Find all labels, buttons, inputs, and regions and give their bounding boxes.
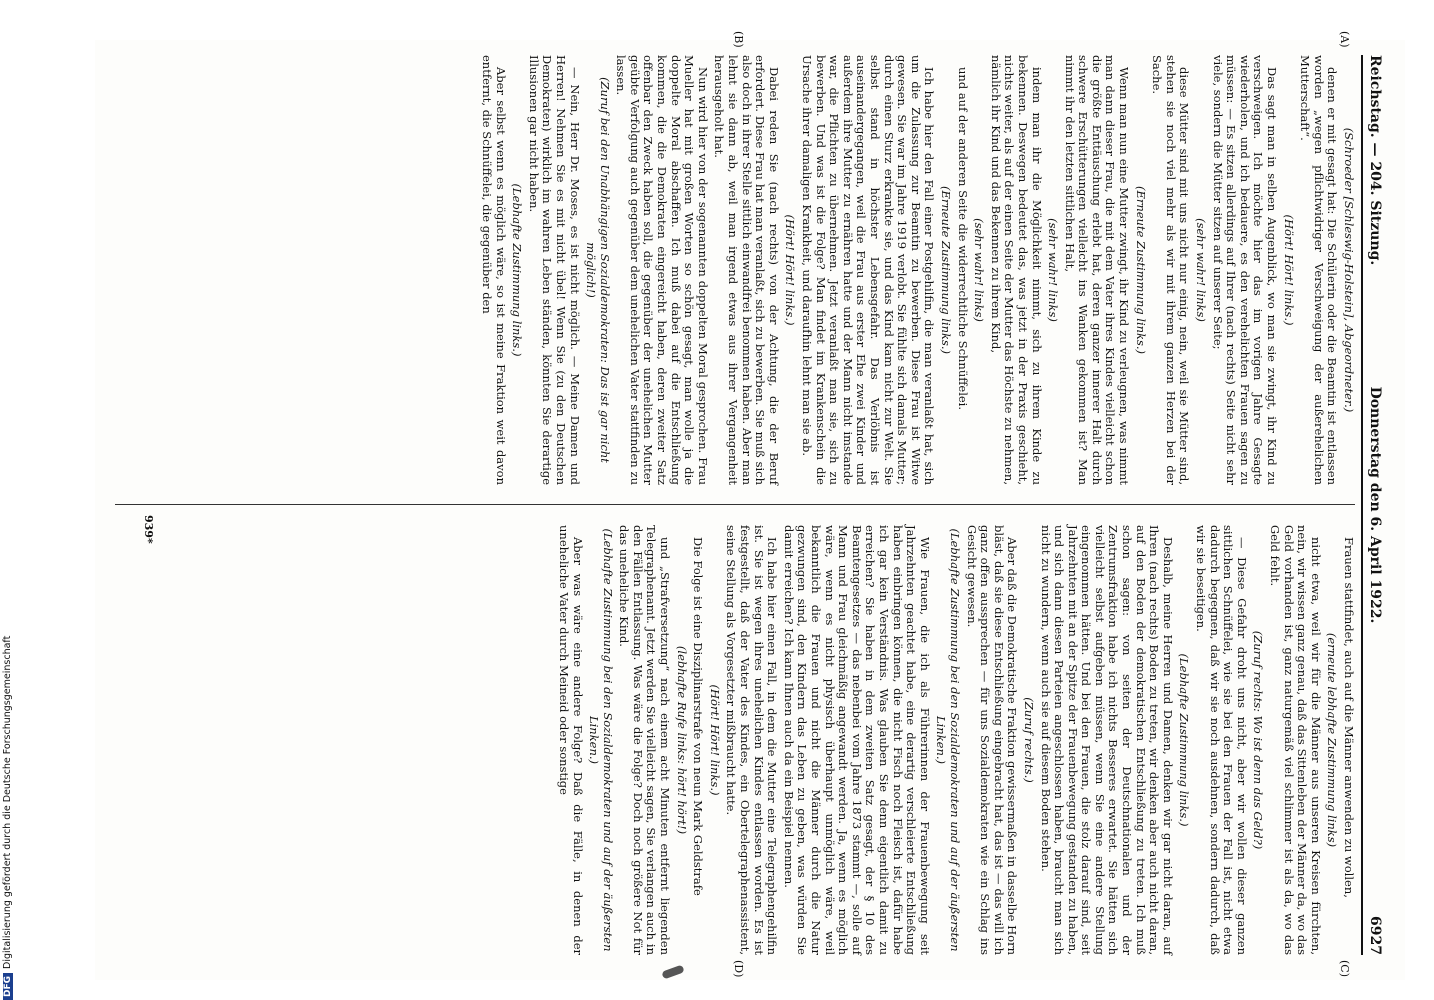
interjection: (sehr wahr! links) (1046, 218, 1061, 322)
margin-mark-a: (A) (1338, 31, 1351, 48)
interjection: (erneute lebhafte Zustimmung links) (1325, 632, 1340, 848)
interjection: (Lebhafte Zustimmung bei den Sozialdemokraten und auf der äußersten Linken.) (587, 528, 615, 952)
interjection: (Erneute Zustimmung links.) (1133, 185, 1148, 355)
interjection: (Zuruf rechts.) (1021, 697, 1036, 783)
paragraph: und „Strafversetzung“ nach einem acht Minuten entfernt liegenden Telegraphenamt. Jetzt werden Sie vielleicht sagen, Sie verlangen auch in den Fällen Entlassung. Was wäre die Folge? Doch noch größere Not für das uneheliche Kind. (617, 525, 673, 955)
paragraph: — Nein, Herr Dr. Moses, es ist nicht möglich. — Meine Damen und Herren! Nehmen Sie es mit nicht übel! Wenn Sie (zu den Deutschen Demokraten) wirklich im wahren Leben ständen, könnten Sie derartige Illusionen gar nicht haben. (526, 55, 582, 485)
left-column (476, 55, 1355, 485)
header-date: Donnerstag den 6. April 1922. (1367, 386, 1383, 624)
margin-mark-c: (C) (1338, 960, 1351, 977)
interjection: (Lebhafte Zustimmung bei den Sozialdemokraten und auf der äußersten Linken.) (934, 528, 962, 952)
paragraph: Die Folge ist eine Disziplinarstrafe von neun Mark Geldstrafe (691, 537, 706, 896)
header-left: Reichstag. — 204. Sitzung. (1367, 55, 1383, 266)
paragraph: Nun wird hier von der sogenannten doppelten Moral gesprochen. Frau Mueller hat mit großen Worten so schön gesagt, man wolle ja die doppelte Moral abschaffen. Ich muß dabei auf die Entschließung kommen, die die Demokraten eingereicht haben, deren zweiter Satz offenbar den Zweck haben soll, die gegenüber der unehelichen Mutter geübte Verfolgung auch gegenüber dem unehelichen Vater stattfinden zu lassen. (614, 55, 710, 485)
interjection: (Hört! Hört! links.) (707, 684, 722, 796)
paragraph: Dabei reden Sie (nach rechts) von der Achtung, die der Beruf erfordert. Diese Frau hat man veranlaßt, sich zu bewerben. Sie muß sich also doch in ihrer Stelle sittlich einwandfrei benommen haben. Aber man lehnt sie dann ab, weil man irgend etwas aus ihrer Vergangenheit herausgeholt hat. (712, 55, 781, 485)
interjection: (Hört! Hört! links.) (783, 214, 798, 326)
paragraph: Aber selbst wenn es möglich wäre, so ist meine Fraktion weit davon entfernt, die Schnüffelei, die gegenüber den (479, 55, 508, 485)
interjection: (sehr wahr! links) (1194, 218, 1209, 322)
paragraph: Ich habe hier den Fall einer Postgehilfin, die man veranlaßt hat, sich um die Zulassung zur Beamtin zu bewerben. Diese Frau ist Witwe gewesen. Sie war im Jahre 1919 verlobt. Sie fühlte sich damals Mutter; durch einen Sturz erkrankte sie, und das Kind kam nicht zur Welt. Sie selbst stand in höchster Lebensgefahr. Das Verlöbnis ist auseinandergegangen, weil die Frau aus erster Ehe zwei Kinder und außerdem ihre Mutter zu ernähren hatte und der Mann nicht imstande war, die Pflichten zu übernehmen. Jetzt veranlaßt man sie, sich zu bewerben. Und was ist die Folge? Man findet im Krankenschein die Ursache ihrer damaligen Krankheit, und daraufhin lehnt man sie ab. (800, 55, 937, 485)
interjection: (sehr wahr! links) (972, 218, 987, 322)
interjection: (Zuruf bei den Unabhängigen Sozialdemokraten: Das ist gar nicht möglich!) (584, 77, 612, 463)
paragraph: Deshalb, meine Herren und Damen, denken wir gar nicht daran, auf Ihren (nach rechts) Boden zu treten, wir denken aber auch nicht daran, auf den Boden der demokratischen Entschließung zu treten. Ich muß schon sagen: von seiten der Deutschnationalen und der Zentrumsfraktion habe ich nichts Besseres erwartet. Sie hätten sich vielleicht selbst aufgeben müssen, wenn Sie eine andere Stellung eingenommen hätten. Und bei den Frauen, die stolz darauf sind, seit Jahrzehnten mit an der Spitze der Frauenbewegung gestanden zu haben, und sich dann diesen Parteien angeschlossen haben, braucht man sich nicht zu wundern, wenn auch sie auf diesem Boden stehen. (1038, 525, 1175, 955)
column-divider (115, 504, 1355, 505)
header-rule (1361, 55, 1363, 955)
paragraph: nicht etwa, weil wir für die Männer aus unseren Kreisen fürchten, nein, wir wissen ganz genau, daß das Sittenleben der Männer da, wo das Geld vorhanden ist, ganz naturgemäß viel schlimmer ist als da, wo das Geld fehlt. (1268, 525, 1323, 955)
credit-text: Digitalisierung gefördert durch die Deutsche Forschungsgemeinschaft (2, 635, 13, 969)
interjection: (Lebhafte Zustimmung links.) (1177, 653, 1192, 827)
dfg-logo: DFG (3, 973, 13, 1000)
paragraph: Wenn man nun eine Mutter zwingt, ihr Kind zu verleugnen, was nimmt man dann dieser Frau, die mit dem Vater ihres Kindes vielleicht schon die größte Enttäuschung erlebt hat, deren ganzer innerer Halt durch schwere Erschütterungen vielleicht ins Wanken gekommen ist? Man nimmt ihr den letzten sittlichen Halt, (1062, 55, 1132, 485)
margin-mark-d: (D) (732, 960, 745, 978)
rotated-page (95, 31, 1385, 978)
paragraph: Ich habe hier einen Fall, in dem die Mutter eine Telegraphengehilfin ist. Sie ist wegen ihres unehelichen Kindes entlassen worden. Es ist festgestellt, daß der Vater des Kindes, ein Obertelegraphenassistent, seine Stellung als Vorgesetzter mißbraucht hatte. (724, 525, 780, 955)
paragraph: diese Mütter sind mit uns nicht nur einig, nein, weil sie Mütter sind, stehen sie noch viel mehr als wir mit ihrem ganzen Herzen bei der Sache. (1150, 55, 1192, 485)
paragraph: — Diese Gefahr droht uns nicht, aber wir wollen dieser ganzen sittlichen Schnüffelei, wie sie bei den Frauen der Fall ist, nicht etwa dadurch begegnen, daß wir sie noch ausdehnen, sondern dadurch, daß wir sie beseitigen. (1194, 525, 1249, 955)
interjection: (Lebhafte Zustimmung links.) (510, 183, 525, 357)
right-column (553, 525, 1355, 955)
paragraph: Aber daß die Demokratische Fraktion gewissermaßen in dasselbe Horn bläst, daß sie diese Entschließung eingebracht hat, das ist — das will ich ganz offen aussprechen — für uns Sozialdemokraten wie ein Schlag ins Gesicht gewesen. (964, 525, 1020, 955)
paragraph: indem man ihr die Möglichkeit nimmt, sich zu ihrem Kinde zu bekennen. Deswegen bedeutet das, was jetzt in der Praxis geschieht, nichts weiter, als auf der einen Seite der Mutter das Höchste zu nehmen, nämlich ihr Kind und das Bekennen zu ihrem Kind, (988, 55, 1044, 485)
interjection: (Zuruf rechts: Wo ist denn das Geld?) (1251, 630, 1266, 850)
digitization-credit (2, 0, 20, 1000)
paragraph: Das sagt man in selben Augenblick, wo man sie zwingt, ihr Kind zu verschweigen. Ich möchte hier das im vorigen Jahre Gesagte wiederholen, und ich bedauere, es den verehelichten Frauen sagen zu müssen: — Es sitzen allerdings auf Ihrer (nach rechts) Seite nicht sehr viele, sondern die Mütter sitzen auf unserer Seite; (1210, 55, 1280, 485)
margin-mark-b: (B) (732, 31, 745, 48)
signature-mark: 939* (142, 515, 155, 544)
paragraph: Frauen stattfindet, auch auf die Männer anwenden zu wollen, (1342, 537, 1356, 898)
page-number: 6927 (1367, 916, 1383, 955)
paragraph: Wie Frauen, die ich als Führerinnen der Frauenbewegung seit Jahrzehnten geachtet habe, eine derartig verschleierte Entschließung haben einbringen können, die nicht Fisch noch Fleisch ist, dafür habe ich gar kein Verständnis. Was glauben Sie denn eigentlich damit zu erreichen? Sie haben in dem zweiten Satz gesagt, der § 10 des Beamtengesetzes — das nebenbei vom Jahre 1873 stammt —, solle auf Mann und Frau gleichmäßig angewandt werden. Ja, wenn es möglich wäre, wenn es nicht physisch überhaupt unmöglich wäre, weil bekanntlich die Frauen und nicht die Männer durch die Natur gezwungen sind, den Kindern das Leben zu geben, was würden Sie damit erreichen? Ich kann Ihnen auch da ein Beispiel nennen. (781, 525, 932, 955)
speaker-line: (Schroeder [Schleswig-Holstein], Abgeordneter.) (1342, 127, 1356, 413)
paragraph: Aber was wäre eine andere Folge? Daß die Fälle, in denen der uneheliche Vater durch Meineid oder sonstige (556, 525, 585, 955)
paragraph: denen er mit gesagt hat: Die Schülerin oder die Beamtin ist entlassen worden „wegen pflichtwidriger Verschweigung der außerehelichen Mutterschaft“. (1298, 55, 1340, 485)
paragraph: und auf der anderen Seite die widerrechtliche Schnüffelei. (955, 67, 970, 411)
interjection: (Hört! Hört! links.) (1281, 214, 1296, 326)
interjection: (Erneute Zustimmung links.) (938, 185, 953, 355)
interjection: (lebhafte Rufe links: hört! hört!) (674, 645, 689, 835)
